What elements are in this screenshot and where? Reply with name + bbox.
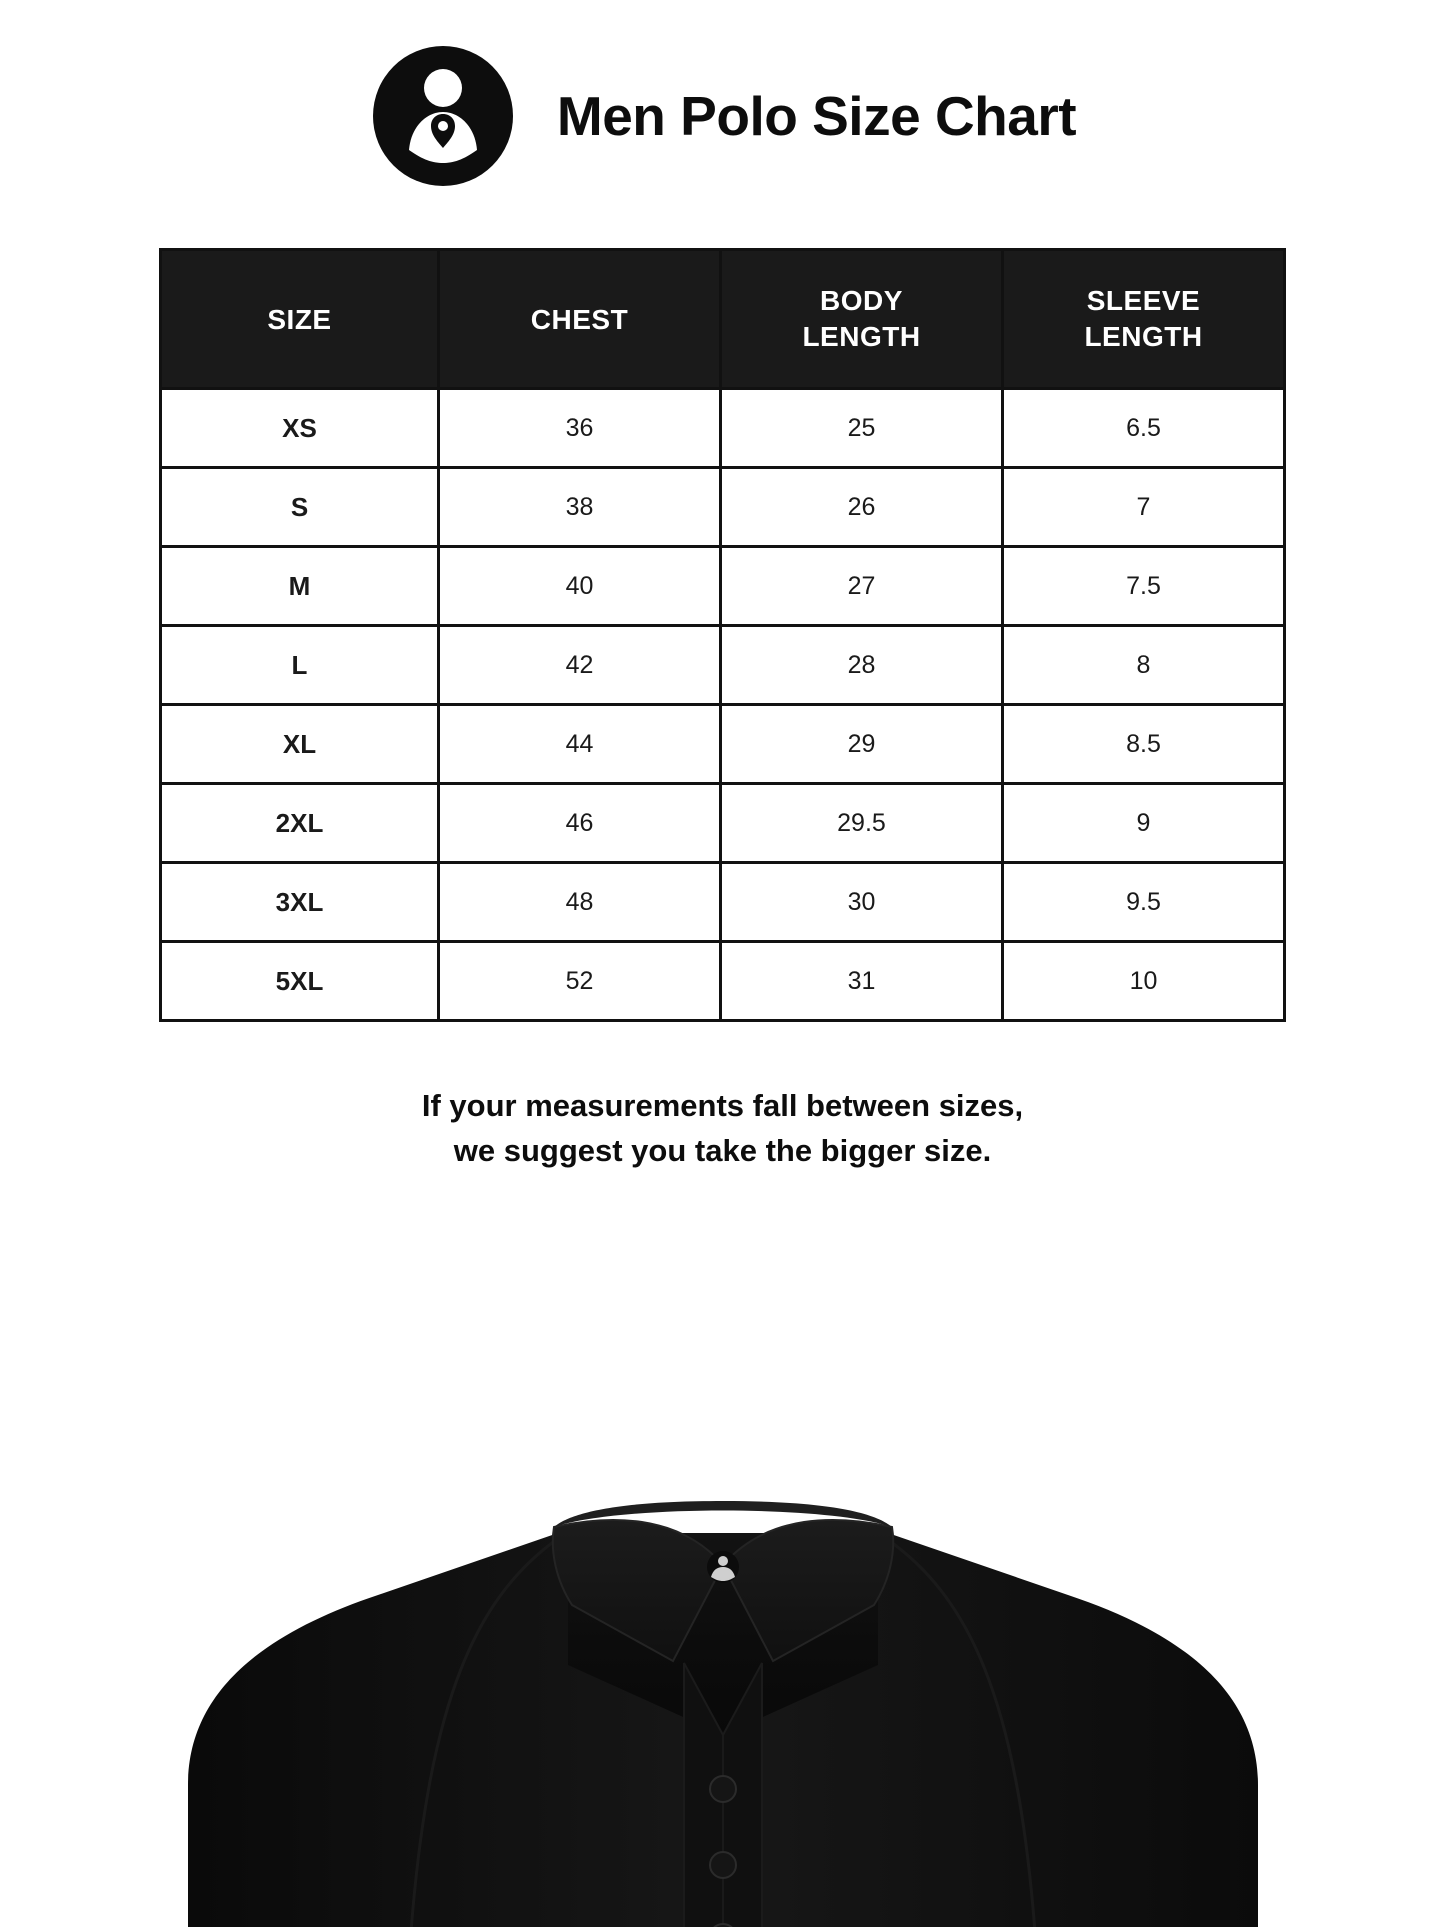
cell-chest: 42 — [439, 626, 721, 705]
person-circle-logo-icon — [369, 42, 517, 190]
table-row — [161, 784, 1285, 863]
table-header-row — [161, 250, 1285, 389]
cell-body-length: 30 — [721, 863, 1003, 942]
sizing-note-line-1: If your measurements fall between sizes, — [421, 1088, 1024, 1123]
page-header — [0, 0, 1445, 190]
sizing-note — [213, 1084, 1233, 1174]
cell-body-length: 26 — [721, 468, 1003, 547]
table-row — [161, 389, 1285, 468]
cell-sleeve-length: 6.5 — [1003, 389, 1285, 468]
polo-button — [710, 1776, 736, 1802]
cell-chest: 38 — [439, 468, 721, 547]
column-header-sleeve-length-line2: LENGTH — [1084, 321, 1203, 352]
table-row — [161, 468, 1285, 547]
page-title: Men Polo Size Chart — [556, 85, 1077, 147]
column-header-sleeve-length-line1: SLEEVE — [1086, 284, 1201, 316]
cell-chest: 48 — [439, 863, 721, 942]
cell-chest: 40 — [439, 547, 721, 626]
cell-size: L — [161, 626, 439, 705]
cell-body-length: 28 — [721, 626, 1003, 705]
column-header-body-length-line2: LENGTH — [802, 321, 921, 352]
cell-chest: 36 — [439, 389, 721, 468]
polo-button — [710, 1852, 736, 1878]
cell-sleeve-length: 8.5 — [1003, 705, 1285, 784]
cell-size: XL — [161, 705, 439, 784]
cell-size: 5XL — [161, 942, 439, 1021]
table-body — [161, 389, 1285, 1021]
size-chart-table-wrapper — [30, 248, 1415, 1022]
cell-sleeve-length: 8 — [1003, 626, 1285, 705]
cell-chest: 52 — [439, 942, 721, 1021]
cell-size: 2XL — [161, 784, 439, 863]
table-row — [161, 626, 1285, 705]
cell-body-length: 29.5 — [721, 784, 1003, 863]
person-logo-icon — [707, 1551, 739, 1583]
polo-shirt-photo — [0, 1227, 1445, 1927]
cell-size: M — [161, 547, 439, 626]
cell-body-length: 29 — [721, 705, 1003, 784]
cell-body-length: 31 — [721, 942, 1003, 1021]
cell-body-length: 25 — [721, 389, 1003, 468]
cell-chest: 46 — [439, 784, 721, 863]
cell-sleeve-length: 7.5 — [1003, 547, 1285, 626]
column-header-body-length — [721, 250, 1003, 389]
column-header-chest: CHEST — [439, 250, 721, 389]
column-header-size: SIZE — [161, 250, 439, 389]
cell-sleeve-length: 9.5 — [1003, 863, 1285, 942]
cell-body-length: 27 — [721, 547, 1003, 626]
table-row — [161, 863, 1285, 942]
cell-sleeve-length: 9 — [1003, 784, 1285, 863]
table-row — [161, 705, 1285, 784]
sizing-note-line-2: we suggest you take the bigger size. — [453, 1132, 992, 1168]
table-row — [161, 547, 1285, 626]
cell-sleeve-length: 7 — [1003, 468, 1285, 547]
column-header-sleeve-length — [1003, 250, 1285, 389]
size-chart-table — [159, 248, 1286, 1022]
cell-chest: 44 — [439, 705, 721, 784]
column-header-body-length-line1: BODY — [820, 284, 903, 316]
cell-size: XS — [161, 389, 439, 468]
table-row — [161, 942, 1285, 1021]
cell-size: S — [161, 468, 439, 547]
cell-size: 3XL — [161, 863, 439, 942]
cell-sleeve-length: 10 — [1003, 942, 1285, 1021]
